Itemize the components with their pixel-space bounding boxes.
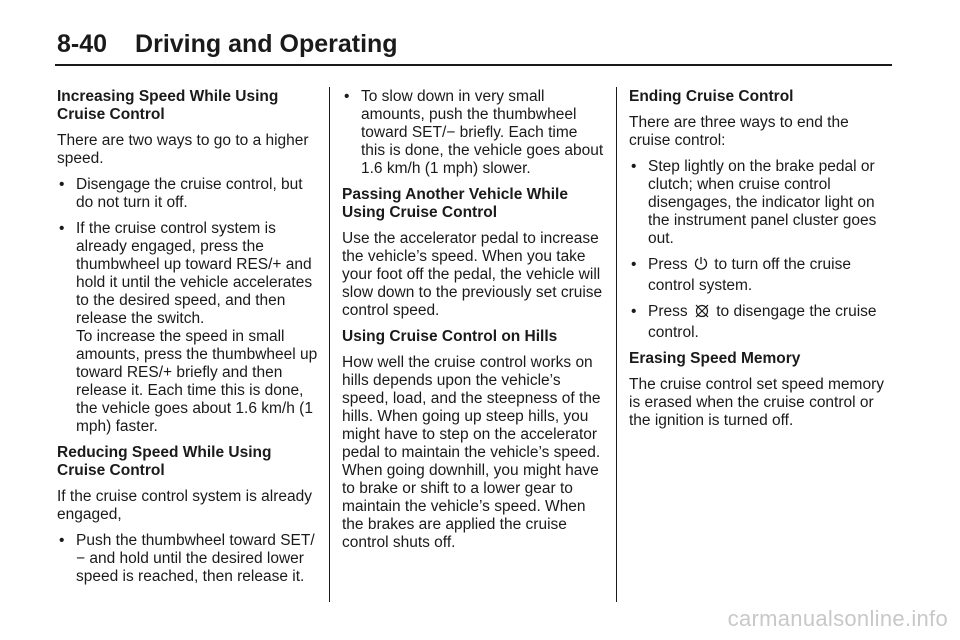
paragraph: Use the accelerator pedal to increase the vehicle’s speed. When you take your foot off the pedal, the vehicle will slow down to the previously set cruise control speed.: [342, 230, 603, 319]
paragraph: The cruise control set speed memory is erased when the cruise control or the ignition is turned off.: [629, 376, 884, 429]
section-heading-erasing-memory: Erasing Speed Memory: [629, 350, 801, 367]
paragraph: If the cruise control system is already engaged,: [57, 488, 312, 523]
column-divider: [329, 87, 330, 602]
section-heading-increasing-speed: Increasing Speed While Using Cruise Control: [57, 88, 279, 123]
paragraph: How well the cruise control works on hills depends upon the vehicle’s speed, load, and the steepness of the hills. When going up steep hills, you might have to step on the accelerator pedal to maintain the vehicle’s speed. When going downhill, you might have to brake or shift to a lower gear to maintain the vehicle’s speed. When the brakes are applied the cruise control shuts off.: [342, 354, 601, 551]
cruise-on-off-icon: [694, 256, 708, 277]
bullet: •: [344, 88, 350, 105]
chapter-title: Driving and Operating: [135, 30, 398, 58]
bullet-list: [629, 158, 891, 342]
list-item-text-prefix: Press: [648, 256, 688, 273]
list-item: [629, 158, 891, 248]
list-item-text: If the cruise control system is already engaged, press the thumbwheel up toward RES/+ and hold it until the vehicle accelerates to the desired speed, and then release the switch.: [76, 220, 313, 327]
bullet: •: [631, 256, 637, 273]
bullet: •: [59, 220, 65, 237]
list-item-text: to disengage the cruise control.: [648, 303, 877, 341]
bullet-list: [57, 176, 319, 436]
column-1: [57, 88, 319, 594]
list-item: [629, 303, 891, 342]
section-heading-ending-cruise: Ending Cruise Control: [629, 88, 794, 105]
section-heading-hills: Using Cruise Control on Hills: [342, 328, 558, 345]
page-header: [57, 30, 398, 59]
list-item-text-prefix: Press: [648, 303, 688, 320]
paragraph: There are two ways to go to a higher speed.: [57, 132, 309, 167]
bullet: •: [631, 158, 637, 175]
header-rule: [55, 64, 892, 66]
list-item: [57, 532, 319, 586]
column-3: [629, 88, 891, 438]
list-item-text: Step lightly on the brake pedal or clutch; when cruise control disengages, the indicator light on the instrument panel cluster goes out.: [648, 158, 877, 247]
paragraph: There are three ways to end the cruise control:: [629, 114, 849, 149]
list-item-text: To slow down in very small amounts, push the thumbwheel toward SET/− briefly. Each time this is done, the vehicle goes about 1.6 km/h (1 mph) slower.: [361, 88, 604, 177]
list-item-text: to turn off the cruise control system.: [648, 256, 851, 294]
list-item-continuation: To increase the speed in small amounts, press the thumbwheel up toward RES/+ briefly and then release it. Each time this is done, the vehicle goes about 1.6 km/h (1 mph) faster.: [76, 328, 318, 435]
list-item: [629, 256, 891, 295]
list-item-text: Push the thumbwheel toward SET/− and hold until the desired lower speed is reached, then release it.: [76, 532, 315, 585]
list-item-text: Disengage the cruise control, but do not turn it off.: [76, 176, 303, 211]
cruise-cancel-icon: [694, 303, 710, 324]
bullet: •: [59, 176, 65, 193]
bullet-list: [57, 532, 319, 586]
list-item: [57, 220, 319, 436]
section-heading-passing-vehicle: Passing Another Vehicle While Using Cruise Control: [342, 186, 568, 221]
column-divider: [616, 87, 617, 602]
section-heading-reducing-speed: Reducing Speed While Using Cruise Control: [57, 444, 272, 479]
list-item: [342, 88, 604, 178]
list-item: [57, 176, 319, 212]
bullet-list: [342, 88, 604, 178]
column-2: [342, 88, 604, 560]
bullet: •: [59, 532, 65, 549]
bullet: •: [631, 303, 637, 320]
watermark: carmanualsonline.info: [727, 606, 948, 631]
page-number: 8-40: [57, 30, 108, 58]
